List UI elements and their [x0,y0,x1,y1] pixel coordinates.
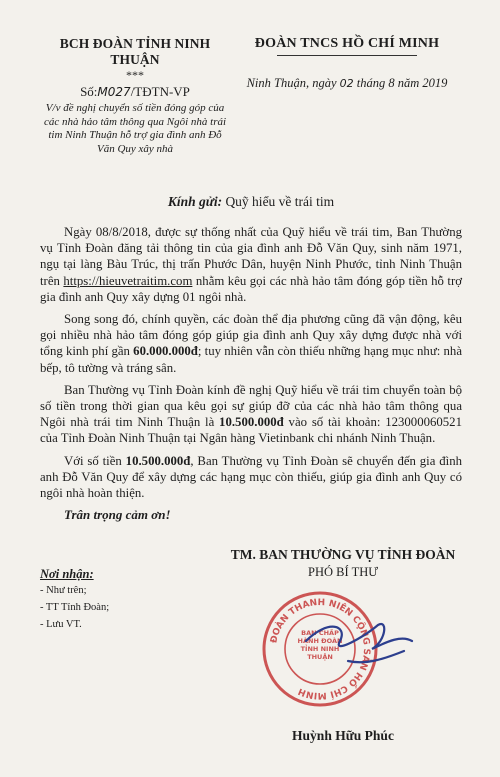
document-header [40,36,462,156]
document-footer [40,547,462,777]
recipient-line [40,194,462,210]
p1-text-b: nhằm kêu gọi các nhà hảo tâm đóng góp tiền hỗ trợ gia đình anh Quy xây dựng 01 ngôi nhà. [40,273,462,304]
signature-role: PHÓ BÍ THƯ [308,565,378,580]
signature-title: TM. BAN THƯỜNG VỤ TỈNH ĐOÀN [230,547,456,563]
p4-text-a: Với số tiền [64,453,122,468]
date-day-handwritten: 02 [339,77,354,90]
receiver-item: - Lưu VT. [40,619,82,631]
p1-text-a: Ngày 08/8/2018, được sự thống nhất của Quỹ hiểu về trái tim, Ban Thường vụ Tỉnh Đoàn đăng tải thông tin của gia đình anh Đỗ Văn Quy, sinh năm 1971, ngụ tại làng Bàu Trúc, thị trấn Phước Dân, huyện Ninh Phước, tỉnh Ninh Thuận trên [40,225,462,288]
p3-text-b: vào số tài khoản: 123000060521 của Tỉnh Đoàn Ninh Thuận tại Ngân hàng Vietinbank chi nhánh Ninh Thuận. [40,415,462,446]
doc-no-handwritten: M027 [97,85,131,99]
document-number [40,84,230,100]
paragraph-1 [40,224,462,305]
p3-amount: 10.500.000đ [219,415,284,430]
issuing-block [40,36,230,156]
website-link[interactable]: https://hieuvetraitim.com [63,273,193,288]
date-prefix: Ninh Thuận, ngày [246,76,337,90]
doc-no-suffix: /TĐTN-VP [130,84,190,99]
official-stamp-icon [236,579,436,719]
doc-no-prefix: Số: [80,84,98,99]
paragraph-2 [40,311,462,376]
signature-block [228,547,458,744]
document-date [232,76,462,91]
signer-name: Huỳnh Hữu Phúc [292,728,394,744]
union-name: ĐOÀN TNCS HỒ CHÍ MINH [254,36,440,51]
p2-text-b: ; tuy nhiên vẫn còn thiếu những hạng mục như: nhà bếp, tô tường và tráng sân. [40,344,463,375]
p3-text-a: Ban Thường vụ Tỉnh Đoàn kính đề nghị Quỹ hiểu về trái tim chuyển toàn bộ số tiền trong thời gian qua kêu gọi sự giúp đỡ của các nhà hảo tâm thông qua Ngôi nhà trái tim Ninh Thuận là [40,382,462,430]
union-underline [277,55,417,56]
receiver-item: - TT Tỉnh Đoàn; [40,602,110,614]
p2-amount: 60.000.000đ [133,344,198,359]
paragraph-3 [40,382,462,447]
p4-amount: 10.500.000đ [125,453,191,468]
document-subject: V/v đề nghị chuyển số tiền đóng góp của các nhà hảo tâm thông qua Ngôi nhà trái tim Ninh Thuận hỗ trợ gia đình anh Đỗ Văn Quy xây nhà [43,102,227,155]
receiver-item: - Như trên; [40,585,87,597]
paragraph-4 [40,453,462,502]
p4-text-b: , Ban Thường vụ Tỉnh Đoàn sẽ chuyển đến gia đình anh Đỗ Văn Quy để xây dựng các hạng mục còn thiếu, giúp gia đình anh Quy có ngôi nhà hoàn thiện. [40,453,463,501]
stamp-ring-text: ĐOÀN THANH NIÊN CỘNG SẢN HỒ CHÍ MINH [269,598,372,701]
recipient-label: Kính gửi: [167,194,223,209]
date-suffix: tháng 8 năm 2019 [356,76,448,90]
org-name: BCH ĐOÀN TỈNH NINH THUẬN [59,36,211,67]
stamp-center-text: BAN CHẤP HÀNH ĐOÀN TỈNH NINH THUẬN [297,629,343,662]
receivers-block [40,567,190,633]
recipient-name: Quỹ hiểu về trái tim [225,194,335,209]
receivers-title: Nơi nhận: [40,567,94,582]
union-block [232,36,462,156]
document-body [40,224,462,523]
p2-text-a: Song song đó, chính quyền, các đoàn thể địa phương cũng đã vận động, kêu gọi nhiều nhà hảo tâm đóng góp giúp gia đình anh Quy xây dựng được nhà với tổng kinh phí gần [40,312,462,359]
closing-line: Trân trọng cảm ơn! [64,507,171,523]
stars-divider: *** [126,68,144,82]
